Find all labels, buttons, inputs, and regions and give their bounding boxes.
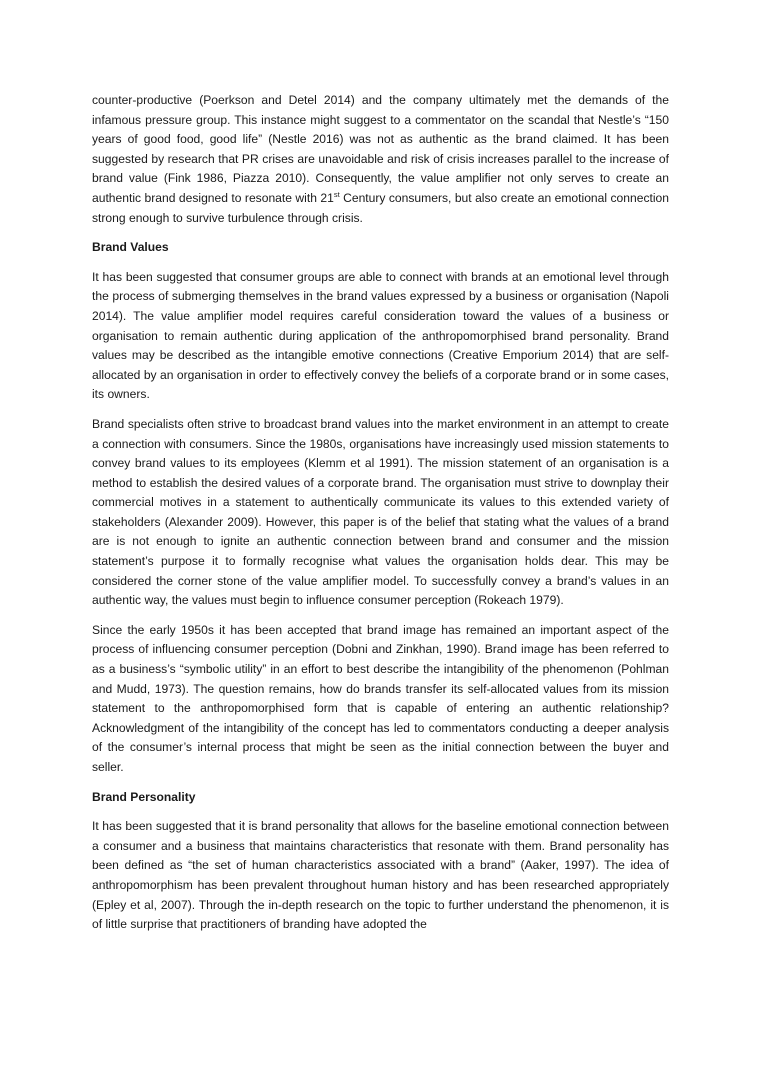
text-run: counter-productive (Poerkson and Detel 2014) and the company ultimately met the demands of the infamous pressure group. This instance might suggest to a commentator on the scandal that Nestle’s “150 years of good food, good life” (Nestle 2016) was not as authentic as the brand claimed. It has been suggested by research that PR crises are unavoidable and risk of crisis increases parallel to the increase of brand value (Fink 1986, Piazza 2010). Consequently, the value amplifier not only serves to create an authentic brand designed to resonate with 21: [92, 93, 669, 205]
heading-brand-personality: [92, 788, 669, 808]
text-run: It has been suggested that it is brand personality that allows for the baseline emotional connection between a consumer and a business that maintains characteristics that resonate with them. Brand personality has been defined as “the set of human characteristics associated with a brand” (Aaker, 1997). The idea of anthropomorphism has been prevalent throughout human history and has been researched appropriately (Epley et al, 2007). Through the in-depth research on the topic to further understand the phenomenon, it is of little surprise that practitioners of branding have adopted the: [92, 819, 669, 932]
paragraph-brand-values-intro: [92, 268, 669, 405]
text-run: Brand specialists often strive to broadcast brand values into the market environment in an attempt to create a connection with consumers. Since the 1980s, organisations have increasingly used mission statements to convey brand values to its employees (Klemm et al 1991). The mission statement of an organisation is a method to establish the desired values of a corporate brand. The organisation must strive to downplay their commercial motives in a statement to authentically communicate its values to this extended variety of stakeholders (Alexander 2009). However, this paper is of the belief that stating what the values of a brand are is not enough to ignite an authentic connection between brand and consumer and the mission statement’s purpose it to formally recognise what values the organisation holds dear. This may be considered the corner stone of the value amplifier model. To successfully convey a brand’s values in an authentic way, the values must begin to influence consumer perception (Rokeach 1979).: [92, 416, 669, 608]
paragraph-crisis: [92, 91, 669, 228]
text-run: Since the early 1950s it has been accepted that brand image has remained an important aspect of the process of influencing consumer perception (Dobni and Zinkhan, 1990). Brand image has been referred to as a business’s “symbolic utility” in an effort to best describe the intangibility of the phenomenon (Pohlman and Mudd, 1973). The question remains, how do brands transfer its self-allocated values from its mission statement to the anthropomorphised form that is capable of entering an authentic relationship? Acknowledgment of the intangibility of the concept has led to commentators conducting a deeper analysis of the consumer’s internal process that might be seen as the initial connection between the buyer and seller.: [92, 622, 669, 774]
document-page: [92, 91, 669, 945]
paragraph-brand-personality: [92, 817, 669, 935]
paragraph-brand-image: [92, 621, 669, 778]
heading-text: Brand Personality: [92, 789, 196, 804]
heading-text: Brand Values: [92, 240, 169, 255]
text-run: Century consumers, but also create an emotional connection strong enough to survive turbulence through crisis.: [92, 190, 669, 225]
superscript-st: st: [333, 189, 340, 199]
heading-brand-values: [92, 238, 669, 258]
paragraph-mission-statements: [92, 415, 669, 611]
text-run: It has been suggested that consumer groups are able to connect with brands at an emotional level through the process of submerging themselves in the brand values expressed by a business or organisation (Napoli 2014). The value amplifier model requires careful consideration toward the values of a business or organisation to remain authentic during application of the anthropomorphised brand personality. Brand values may be described as the intangible emotive connections (Creative Emporium 2014) that are self-allocated by an organisation in order to effectively convey the beliefs of a corporate brand or in some cases, its owners.: [92, 269, 669, 402]
